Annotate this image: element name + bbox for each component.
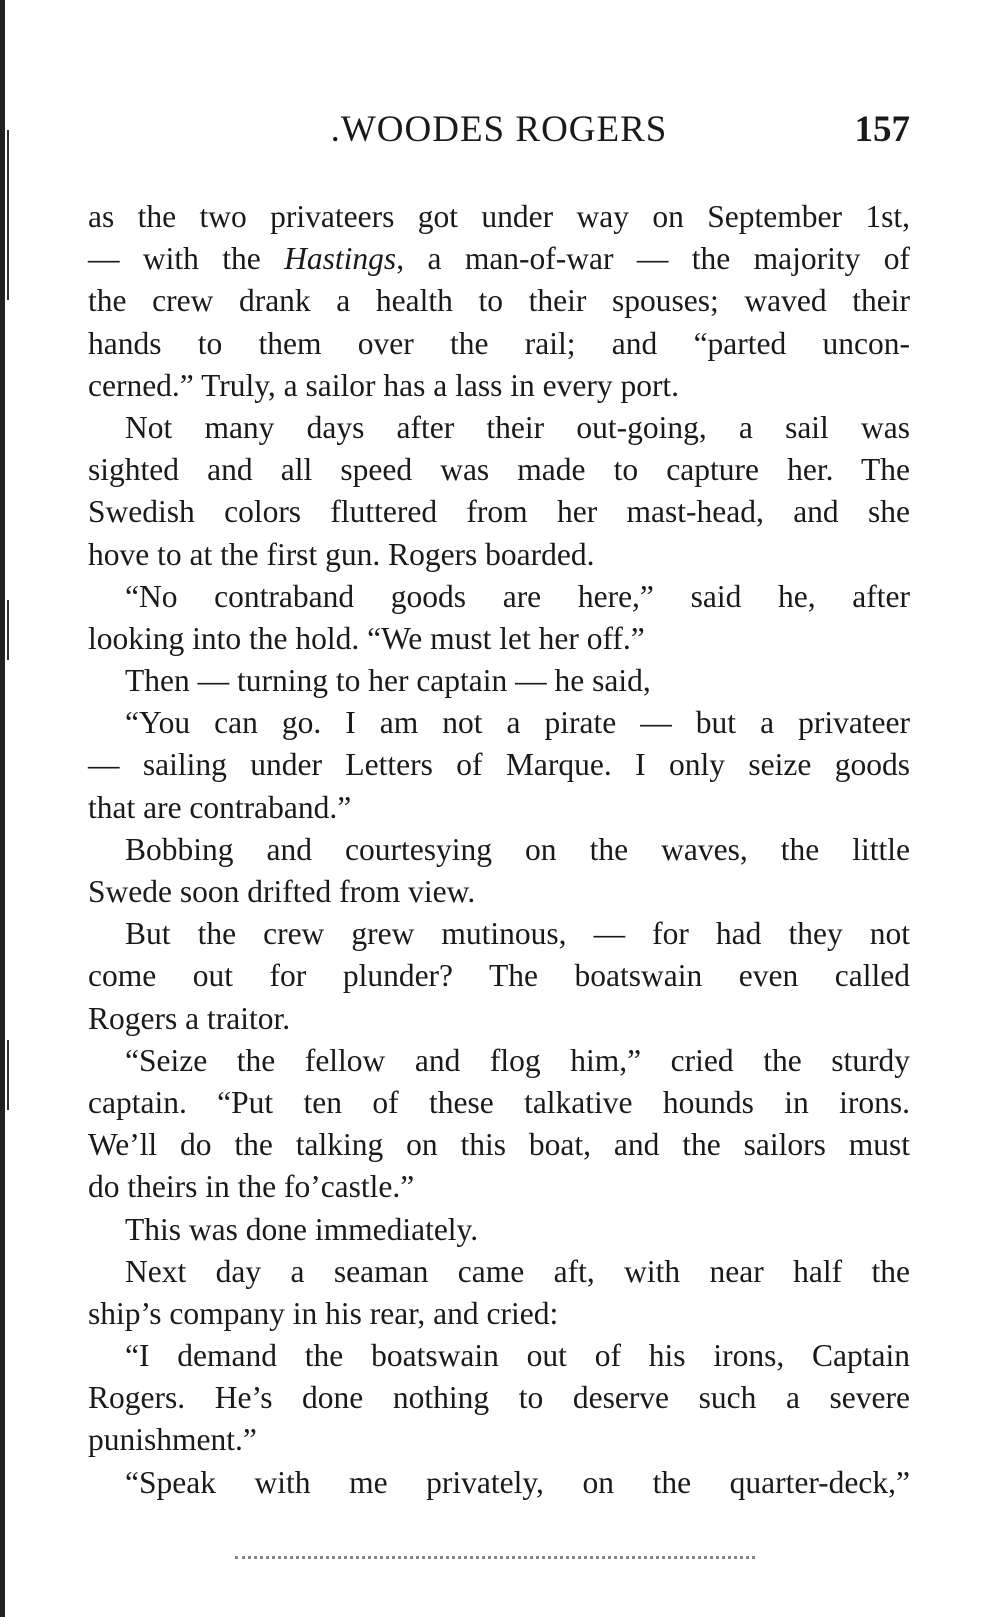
- text-line: Rogers. He’s done nothing to deserve such a severe: [88, 1380, 910, 1416]
- text-line: “Seize the fellow and flog him,” cried the sturdy: [125, 1042, 910, 1078]
- running-title: .WOODES ROGERS: [330, 109, 668, 150]
- text-line: cerned.” Truly, a sailor has a lass in every port.: [88, 367, 680, 403]
- page-number: 157: [854, 109, 910, 150]
- text-line: Rogers a traitor.: [88, 1000, 291, 1036]
- binding-mark: [7, 130, 9, 300]
- text-line: But the crew grew mutinous, — for had they not: [125, 916, 910, 952]
- text-line: hands to them over the rail; and “parted uncon-: [88, 325, 910, 361]
- text-line: “Speak with me privately, on the quarter-deck,”: [125, 1464, 910, 1500]
- text-line: We’ll do the talking on this boat, and the sailors must: [88, 1127, 910, 1163]
- text-line: Then — turning to her captain — he said,: [125, 663, 651, 699]
- text-line: sighted and all speed was made to capture her. The: [88, 452, 910, 488]
- text-line: “You can go. I am not a pirate — but a privateer: [125, 705, 910, 741]
- binding-mark: [7, 600, 9, 660]
- text-line: that are contraband.”: [88, 789, 352, 825]
- text-line: — with the Hastings, a man-of-war — the majority of: [88, 241, 910, 277]
- text-line: come out for plunder? The boatswain even called: [88, 958, 910, 994]
- cut-off-next-line: [235, 1548, 755, 1559]
- text-line: punishment.”: [88, 1422, 257, 1458]
- text-line: Bobbing and courtesying on the waves, the little: [125, 831, 910, 867]
- text-line: “I demand the boatswain out of his irons, Captain: [125, 1338, 910, 1374]
- body-text: [88, 196, 910, 1504]
- text-line: hove to at the first gun. Rogers boarded.: [88, 536, 595, 572]
- text-line: “No contraband goods are here,” said he, after: [125, 578, 910, 614]
- text-line: — sailing under Letters of Marque. I only seize goods: [88, 747, 910, 783]
- text-line: Swedish colors fluttered from her mast-head, and she: [88, 494, 910, 530]
- text-line: Not many days after their out-going, a sail was: [125, 409, 910, 445]
- text-line: do theirs in the fo’castle.”: [88, 1169, 415, 1205]
- page-header: [88, 108, 910, 158]
- text-line: Swede soon drifted from view.: [88, 874, 476, 909]
- ship-name: Hastings: [284, 241, 397, 277]
- text-line: Next day a seaman came aft, with near half the: [125, 1253, 910, 1289]
- binding-mark: [7, 1040, 9, 1110]
- text-line: looking into the hold. “We must let her off.”: [88, 620, 645, 656]
- text-line: as the two privateers got under way on September 1st,: [88, 199, 910, 234]
- text-line: This was done immediately.: [125, 1211, 479, 1247]
- page-binding-edge: [0, 0, 5, 1617]
- text-line: the crew drank a health to their spouses; waved their: [88, 283, 910, 319]
- text-line: ship’s company in his rear, and cried:: [88, 1295, 559, 1331]
- text-line: captain. “Put ten of these talkative hounds in irons.: [88, 1084, 910, 1120]
